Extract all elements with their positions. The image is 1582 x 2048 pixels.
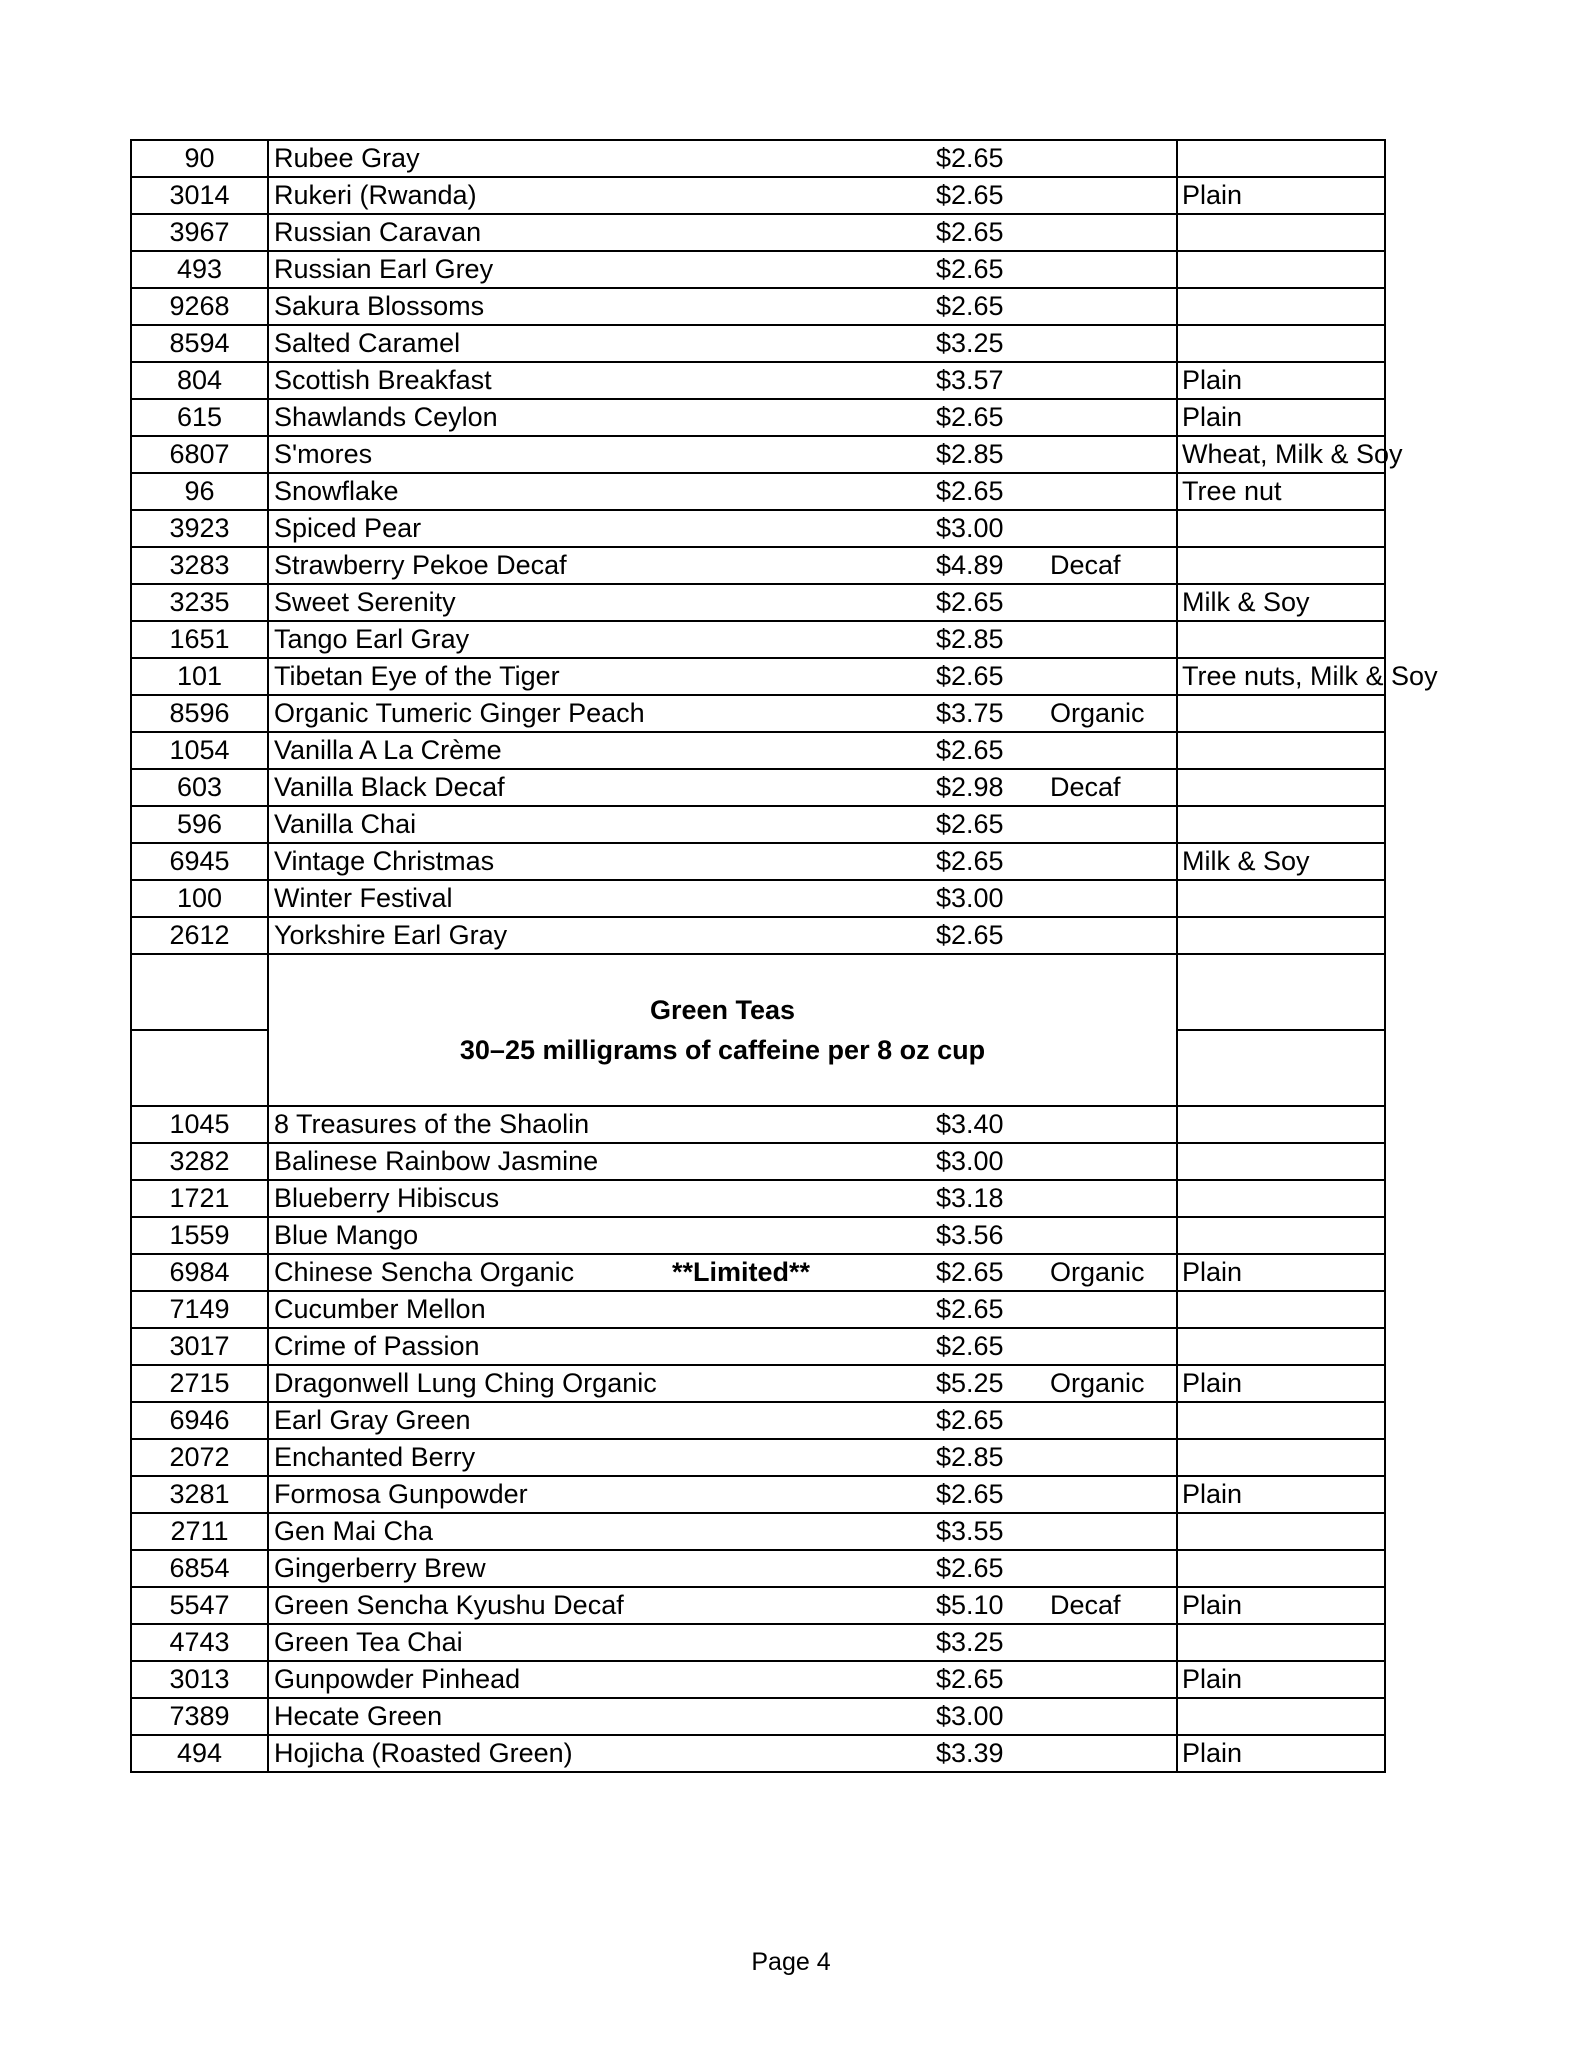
table-row — [131, 695, 1385, 732]
item-name: Rubee Gray — [274, 143, 420, 173]
item-details-cell — [268, 399, 1177, 436]
table-row — [131, 1735, 1385, 1772]
item-allergen: Plain — [1177, 362, 1385, 399]
item-details-cell — [268, 1661, 1177, 1698]
item-name: Earl Gray Green — [274, 1405, 471, 1435]
item-name: Yorkshire Earl Gray — [274, 920, 508, 950]
section-header-row — [131, 954, 1385, 1030]
item-allergen — [1177, 880, 1385, 917]
section-header-blank-left-top — [131, 954, 268, 1030]
item-allergen: Plain — [1177, 177, 1385, 214]
item-code: 603 — [131, 769, 268, 806]
item-details-cell — [268, 214, 1177, 251]
item-price: $2.65 — [936, 661, 1004, 691]
table-row — [131, 1328, 1385, 1365]
item-name: Sakura Blossoms — [274, 291, 485, 321]
item-details-cell — [268, 436, 1177, 473]
table-row — [131, 1254, 1385, 1291]
item-allergen — [1177, 1550, 1385, 1587]
item-code: 2612 — [131, 917, 268, 954]
item-price: $3.18 — [936, 1183, 1004, 1213]
item-name: Winter Festival — [274, 883, 453, 913]
item-name: Crime of Passion — [274, 1331, 480, 1361]
item-price: $2.85 — [936, 439, 1004, 469]
table-row — [131, 325, 1385, 362]
table-row — [131, 177, 1385, 214]
item-details-cell — [268, 1624, 1177, 1661]
item-name: Dragonwell Lung Ching Organic — [274, 1368, 657, 1398]
item-allergen: Plain — [1177, 1476, 1385, 1513]
table-row — [131, 1550, 1385, 1587]
item-allergen — [1177, 547, 1385, 584]
item-allergen: Tree nuts, Milk & Soy — [1177, 658, 1385, 695]
item-name: Tibetan Eye of the Tiger — [274, 661, 560, 691]
item-allergen — [1177, 1180, 1385, 1217]
page-number: Page 4 — [751, 1948, 831, 1976]
table-row — [131, 1624, 1385, 1661]
table-row — [131, 658, 1385, 695]
item-details-cell — [268, 658, 1177, 695]
table-row — [131, 769, 1385, 806]
item-name: Gingerberry Brew — [274, 1553, 486, 1583]
table-row — [131, 843, 1385, 880]
item-name: Blue Mango — [274, 1220, 419, 1250]
table-row — [131, 1365, 1385, 1402]
item-name: S'mores — [274, 439, 373, 469]
item-code: 1651 — [131, 621, 268, 658]
item-allergen — [1177, 1106, 1385, 1143]
item-name: 8 Treasures of the Shaolin — [274, 1109, 590, 1139]
item-code: 596 — [131, 806, 268, 843]
item-code: 615 — [131, 399, 268, 436]
item-price: $2.65 — [936, 1664, 1004, 1694]
item-code: 96 — [131, 473, 268, 510]
item-code: 8596 — [131, 695, 268, 732]
item-code: 3923 — [131, 510, 268, 547]
item-name: Green Tea Chai — [274, 1627, 463, 1657]
item-details-cell — [268, 1698, 1177, 1735]
item-details-cell — [268, 288, 1177, 325]
item-code: 493 — [131, 251, 268, 288]
item-code: 5547 — [131, 1587, 268, 1624]
section-subtitle: 30–25 milligrams of caffeine per 8 oz cup — [459, 1035, 986, 1065]
item-tag: Organic — [1050, 1368, 1145, 1398]
item-code: 2711 — [131, 1513, 268, 1550]
item-name: Organic Tumeric Ginger Peach — [274, 698, 645, 728]
item-details-cell — [268, 843, 1177, 880]
table-row — [131, 1476, 1385, 1513]
item-price: $2.65 — [936, 1257, 1004, 1287]
item-name: Gen Mai Cha — [274, 1516, 434, 1546]
item-price: $2.65 — [936, 180, 1004, 210]
item-price: $2.98 — [936, 772, 1004, 802]
item-code: 101 — [131, 658, 268, 695]
item-details-cell — [268, 732, 1177, 769]
item-allergen: Milk & Soy — [1177, 843, 1385, 880]
item-name: Shawlands Ceylon — [274, 402, 498, 432]
item-allergen — [1177, 1328, 1385, 1365]
item-details-cell — [268, 1180, 1177, 1217]
item-details-cell — [268, 1513, 1177, 1550]
item-tag: Decaf — [1050, 550, 1121, 580]
item-code: 8594 — [131, 325, 268, 362]
item-allergen: Plain — [1177, 1254, 1385, 1291]
item-price: $2.65 — [936, 1479, 1004, 1509]
item-details-cell — [268, 1106, 1177, 1143]
item-name: Vintage Christmas — [274, 846, 495, 876]
item-details-cell — [268, 140, 1177, 177]
table-row — [131, 584, 1385, 621]
item-code: 804 — [131, 362, 268, 399]
item-code: 3281 — [131, 1476, 268, 1513]
item-details-cell — [268, 880, 1177, 917]
section-header-title-cell — [268, 954, 1177, 1106]
item-price: $2.65 — [936, 217, 1004, 247]
item-code: 4743 — [131, 1624, 268, 1661]
item-price: $5.10 — [936, 1590, 1004, 1620]
item-price: $2.65 — [936, 809, 1004, 839]
item-details-cell — [268, 251, 1177, 288]
tea-price-table — [130, 139, 1438, 1773]
item-price: $3.00 — [936, 883, 1004, 913]
black-teas-rows — [131, 140, 1438, 954]
table-row — [131, 732, 1385, 769]
item-price: $3.39 — [936, 1738, 1004, 1768]
item-details-cell — [268, 769, 1177, 806]
table-row — [131, 1587, 1385, 1624]
item-price: $3.00 — [936, 1146, 1004, 1176]
item-details-cell — [268, 917, 1177, 954]
item-name: Vanilla Black Decaf — [274, 772, 505, 802]
item-name: Gunpowder Pinhead — [274, 1664, 521, 1694]
item-details-cell — [268, 1735, 1177, 1772]
item-allergen: Milk & Soy — [1177, 584, 1385, 621]
item-price: $2.85 — [936, 1442, 1004, 1472]
item-name: Sweet Serenity — [274, 587, 456, 617]
item-price: $2.65 — [936, 143, 1004, 173]
item-price: $4.89 — [936, 550, 1004, 580]
item-price: $3.57 — [936, 365, 1004, 395]
item-details-cell — [268, 473, 1177, 510]
table-row — [131, 621, 1385, 658]
item-tag: Decaf — [1050, 1590, 1121, 1620]
item-name: Salted Caramel — [274, 328, 461, 358]
item-price: $3.55 — [936, 1516, 1004, 1546]
item-allergen: Tree nut — [1177, 473, 1385, 510]
table-row — [131, 436, 1385, 473]
item-price: $3.00 — [936, 513, 1004, 543]
item-code: 3014 — [131, 177, 268, 214]
item-code: 3282 — [131, 1143, 268, 1180]
item-price: $3.00 — [936, 1701, 1004, 1731]
item-price: $3.40 — [936, 1109, 1004, 1139]
item-details-cell — [268, 325, 1177, 362]
item-code: 1045 — [131, 1106, 268, 1143]
item-code: 6807 — [131, 436, 268, 473]
item-details-cell — [268, 621, 1177, 658]
item-code: 1559 — [131, 1217, 268, 1254]
table-row — [131, 1143, 1385, 1180]
table-row — [131, 214, 1385, 251]
item-name: Balinese Rainbow Jasmine — [274, 1146, 599, 1176]
table-row — [131, 362, 1385, 399]
item-name: Scottish Breakfast — [274, 365, 492, 395]
item-price: $2.65 — [936, 1294, 1004, 1324]
item-code: 7389 — [131, 1698, 268, 1735]
item-allergen — [1177, 621, 1385, 658]
item-name: Cucumber Mellon — [274, 1294, 486, 1324]
item-price: $2.65 — [936, 587, 1004, 617]
table-row — [131, 140, 1385, 177]
item-name: Vanilla Chai — [274, 809, 417, 839]
item-price: $2.85 — [936, 624, 1004, 654]
item-details-cell — [268, 806, 1177, 843]
item-price: $2.65 — [936, 1553, 1004, 1583]
item-price: $2.65 — [936, 291, 1004, 321]
table-row — [131, 1513, 1385, 1550]
item-price: $2.65 — [936, 920, 1004, 950]
item-details-cell — [268, 1439, 1177, 1476]
item-details-cell — [268, 1476, 1177, 1513]
item-details-cell — [268, 1587, 1177, 1624]
item-details-cell — [268, 1254, 1177, 1291]
table-row — [131, 806, 1385, 843]
item-allergen — [1177, 251, 1385, 288]
table-row — [131, 1698, 1385, 1735]
item-details-cell — [268, 1402, 1177, 1439]
item-price: $2.65 — [936, 846, 1004, 876]
item-details-cell — [268, 510, 1177, 547]
item-price: $2.65 — [936, 1405, 1004, 1435]
item-allergen — [1177, 214, 1385, 251]
item-details-cell — [268, 1328, 1177, 1365]
item-allergen — [1177, 1143, 1385, 1180]
table-row — [131, 1439, 1385, 1476]
item-allergen: Plain — [1177, 1587, 1385, 1624]
green-teas-rows — [131, 1106, 1385, 1772]
item-name: Formosa Gunpowder — [274, 1479, 528, 1509]
item-code: 3235 — [131, 584, 268, 621]
item-price: $3.25 — [936, 328, 1004, 358]
item-details-cell — [268, 177, 1177, 214]
item-code: 100 — [131, 880, 268, 917]
item-name: Russian Caravan — [274, 217, 482, 247]
item-allergen — [1177, 917, 1385, 954]
item-allergen — [1177, 1698, 1385, 1735]
table-row — [131, 251, 1385, 288]
item-allergen — [1177, 1624, 1385, 1661]
item-name: Rukeri (Rwanda) — [274, 180, 477, 210]
item-name: Strawberry Pekoe Decaf — [274, 550, 567, 580]
item-name: Tango Earl Gray — [274, 624, 470, 654]
item-code: 90 — [131, 140, 268, 177]
item-price: $2.65 — [936, 735, 1004, 765]
item-allergen — [1177, 140, 1385, 177]
item-details-cell — [268, 1550, 1177, 1587]
item-code: 1054 — [131, 732, 268, 769]
item-code: 3283 — [131, 547, 268, 584]
item-name: Vanilla A La Crème — [274, 735, 502, 765]
item-price: $2.65 — [936, 254, 1004, 284]
section-header-blank-right-top — [1177, 954, 1385, 1030]
item-code: 9268 — [131, 288, 268, 325]
item-details-cell — [268, 547, 1177, 584]
item-code: 3967 — [131, 214, 268, 251]
item-details-cell — [268, 1143, 1177, 1180]
item-name: Hojicha (Roasted Green) — [274, 1738, 573, 1768]
item-tag: Organic — [1050, 698, 1145, 728]
item-tag: Organic — [1050, 1257, 1145, 1287]
item-allergen: Wheat, Milk & Soy — [1177, 436, 1385, 473]
item-allergen — [1177, 1402, 1385, 1439]
item-allergen — [1177, 1291, 1385, 1328]
item-allergen — [1177, 732, 1385, 769]
table-row — [131, 510, 1385, 547]
item-allergen — [1177, 769, 1385, 806]
item-code: 6984 — [131, 1254, 268, 1291]
item-details-cell — [268, 1217, 1177, 1254]
item-note: **Limited** — [672, 1257, 811, 1287]
item-allergen: Plain — [1177, 399, 1385, 436]
item-price: $2.65 — [936, 476, 1004, 506]
item-price: $2.65 — [936, 402, 1004, 432]
section-header-blank-left-bottom — [131, 1030, 268, 1106]
item-details-cell — [268, 1365, 1177, 1402]
item-allergen: Plain — [1177, 1735, 1385, 1772]
item-code: 6946 — [131, 1402, 268, 1439]
item-code: 3013 — [131, 1661, 268, 1698]
table-row — [131, 1180, 1385, 1217]
item-allergen — [1177, 806, 1385, 843]
item-code: 6945 — [131, 843, 268, 880]
item-price: $3.56 — [936, 1220, 1004, 1250]
item-name: Snowflake — [274, 476, 399, 506]
item-details-cell — [268, 362, 1177, 399]
table-row — [131, 473, 1385, 510]
item-details-cell — [268, 1291, 1177, 1328]
section-title: Green Teas — [649, 995, 796, 1025]
item-code: 1721 — [131, 1180, 268, 1217]
item-code: 7149 — [131, 1291, 268, 1328]
table-row — [131, 399, 1385, 436]
item-price: $3.75 — [936, 698, 1004, 728]
item-code: 3017 — [131, 1328, 268, 1365]
item-code: 6854 — [131, 1550, 268, 1587]
item-name: Chinese Sencha Organic — [274, 1257, 575, 1287]
item-allergen — [1177, 510, 1385, 547]
item-price: $2.65 — [936, 1331, 1004, 1361]
table-row — [131, 1106, 1385, 1143]
item-price: $3.25 — [936, 1627, 1004, 1657]
table-row — [131, 917, 1385, 954]
item-name: Enchanted Berry — [274, 1442, 476, 1472]
section-header-blank-right-bottom — [1177, 1030, 1385, 1106]
table-row — [131, 1661, 1385, 1698]
item-details-cell — [268, 584, 1177, 621]
item-details-cell — [268, 695, 1177, 732]
item-allergen — [1177, 1439, 1385, 1476]
item-name: Hecate Green — [274, 1701, 443, 1731]
item-allergen — [1177, 1513, 1385, 1550]
table-row — [131, 1217, 1385, 1254]
item-allergen: Plain — [1177, 1661, 1385, 1698]
item-allergen — [1177, 288, 1385, 325]
table-row — [131, 288, 1385, 325]
item-code: 2072 — [131, 1439, 268, 1476]
item-code: 2715 — [131, 1365, 268, 1402]
item-name: Russian Earl Grey — [274, 254, 494, 284]
item-tag: Decaf — [1050, 772, 1121, 802]
table-row — [131, 1402, 1385, 1439]
item-name: Green Sencha Kyushu Decaf — [274, 1590, 624, 1620]
table-row — [131, 880, 1385, 917]
item-allergen — [1177, 695, 1385, 732]
item-allergen — [1177, 1217, 1385, 1254]
item-allergen: Plain — [1177, 1365, 1385, 1402]
item-name: Spiced Pear — [274, 513, 422, 543]
item-allergen — [1177, 325, 1385, 362]
item-price: $5.25 — [936, 1368, 1004, 1398]
green-section-header — [131, 954, 1385, 1106]
table-row — [131, 547, 1385, 584]
item-name: Blueberry Hibiscus — [274, 1183, 500, 1213]
table-row — [131, 1291, 1385, 1328]
item-code: 494 — [131, 1735, 268, 1772]
